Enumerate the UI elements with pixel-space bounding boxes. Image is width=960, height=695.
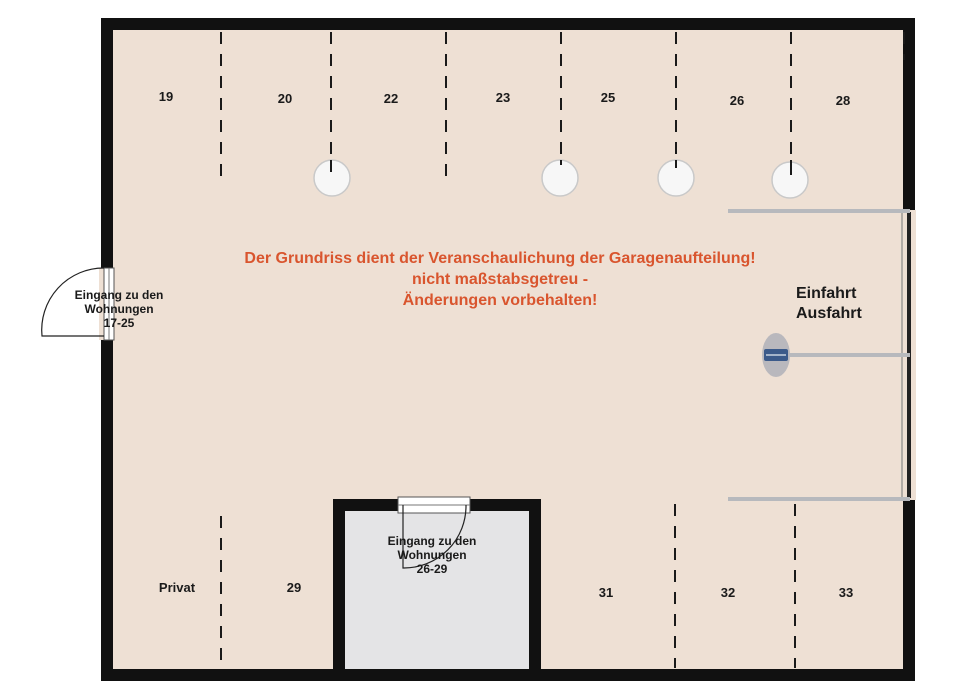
driveway-line: Einfahrt	[796, 285, 857, 302]
space-label-private: Privat	[158, 580, 196, 595]
entrance-label-center	[372, 534, 492, 576]
space-number: 23	[495, 90, 511, 105]
entrance-line: Wohnungen	[84, 302, 154, 316]
space-number: 32	[720, 585, 736, 600]
pillar	[542, 160, 578, 196]
space-number: 31	[598, 585, 614, 600]
entrance-label-left	[60, 288, 178, 330]
space-number: 26	[729, 93, 745, 108]
space-number: 28	[835, 93, 851, 108]
space-number: 29	[286, 580, 302, 595]
entrance-line: Eingang zu den	[387, 534, 477, 548]
space-number: 20	[277, 91, 293, 106]
notice-line: Der Grundriss dient der Veranschaulichung der Garagenaufteilung!	[244, 250, 756, 267]
space-number: 33	[838, 585, 854, 600]
entrance-line: 26-29	[416, 562, 448, 576]
driveway-line: Ausfahrt	[796, 305, 862, 322]
entrance-line: 17-25	[103, 316, 135, 330]
space-number: 25	[600, 90, 616, 105]
space-number: 19	[158, 89, 174, 104]
entrance-line: Wohnungen	[397, 548, 467, 562]
notice-line: nicht maßstabsgetreu -	[411, 271, 589, 288]
space-number: 22	[383, 91, 399, 106]
notice-line: Änderungen vorbehalten!	[402, 292, 598, 309]
disclaimer-notice	[200, 248, 800, 311]
entrance-line: Eingang zu den	[74, 288, 164, 302]
driveway-label	[796, 284, 862, 324]
